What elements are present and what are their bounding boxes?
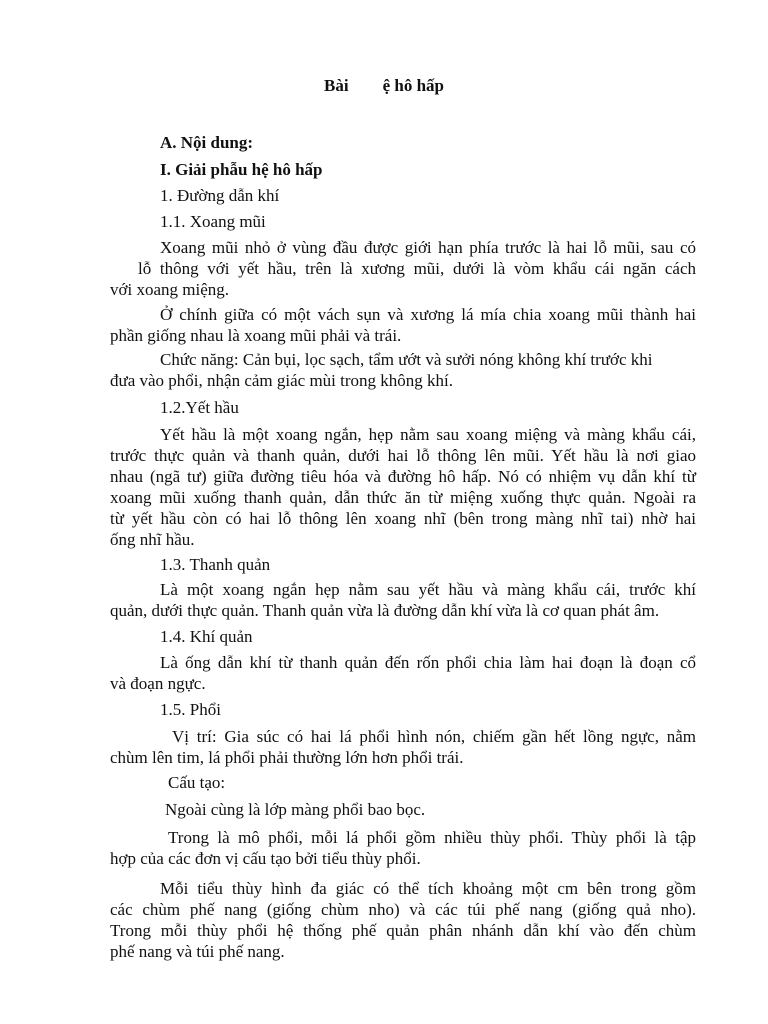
paragraph-7-line-2: chùm lên tim, lá phổi phải thường lớn hơn phổi trái.: [110, 748, 464, 767]
heading-1-3: 1.3. Thanh quản: [160, 555, 271, 574]
paragraph-2-line-1: Ở chính giữa có một vách sụn và xương lá mía chia xoang mũi thành hai: [160, 305, 696, 324]
paragraph-6-line-1: Là ống dẫn khí từ thanh quản đến rốn phổi chia làm hai đoạn là đoạn cổ: [160, 653, 696, 672]
heading-1-4: 1.4. Khí quản: [160, 627, 253, 646]
paragraph-5-line-2: quản, dưới thực quản. Thanh quản vừa là đường dẫn khí vừa là cơ quan phát âm.: [110, 601, 660, 620]
heading-1-1: 1.1. Xoang mũi: [160, 212, 266, 231]
paragraph-11-line-2: các chùm phế nang (giống chùm nho) và các túi phế nang (giống quả nho).: [110, 900, 696, 919]
paragraph-2-line-2: phần giống nhau là xoang mũi phải và trái.: [110, 326, 402, 345]
paragraph-4-line-5: từ yết hầu còn có hai lỗ thông lên xoang nhĩ (bên trong màng nhĩ tai) nhờ hai: [110, 509, 696, 528]
paragraph-10-line-1: Trong là mô phổi, mỗi lá phổi gồm nhiều thùy phổi. Thùy phổi là tập: [168, 828, 696, 847]
paragraph-5-line-1: Là một xoang ngắn hẹp nằm sau yết hầu và màng khẩu cái, trước khí: [160, 580, 696, 599]
heading-1-2: 1.2.Yết hầu: [160, 398, 239, 417]
paragraph-4-line-4: xoang mũi xuống thanh quản, dẫn thức ăn từ miệng xuống thực quản. Ngoài ra: [110, 488, 696, 507]
paragraph-11-line-1: Mỗi tiểu thùy hình đa giác có thể tích khoảng một cm bên trong gồm: [160, 879, 696, 898]
paragraph-4-line-2: trước thực quản và thanh quản, dưới hai lỗ thông lên mũi. Yết hầu là nơi giao: [110, 446, 696, 465]
paragraph-1-line-1: Xoang mũi nhỏ ở vùng đầu được giới hạn phía trước là hai lỗ mũi, sau có: [160, 238, 696, 257]
title-left: Bài: [324, 76, 349, 95]
paragraph-3-line-1: Chức năng: Cản bụi, lọc sạch, tẩm ướt và sưởi nóng không khí trước khi: [160, 350, 653, 369]
title-right: ệ hô hấp: [382, 76, 444, 95]
section-i-heading: I. Giải phẫu hệ hô hấp: [160, 160, 323, 179]
heading-1: 1. Đường dẫn khí: [160, 186, 280, 205]
paragraph-1-line-3: với xoang miệng.: [110, 280, 229, 299]
section-a-heading: A. Nội dung:: [160, 133, 254, 152]
paragraph-4-line-3: nhau (ngã tư) giữa đường tiêu hóa và đường hô hấp. Nó có nhiệm vụ dẫn khí từ: [110, 467, 696, 486]
page-title: [0, 76, 768, 96]
paragraph-4-line-6: ống nhĩ hầu.: [110, 530, 195, 549]
paragraph-3-line-2: đưa vào phổi, nhận cảm giác mùi trong không khí.: [110, 371, 454, 390]
paragraph-11-line-3: Trong mỗi thùy phổi hệ thống phế quản phân nhánh dẫn khí vào đến chùm: [110, 921, 696, 940]
paragraph-1-line-2: lỗ thông với yết hầu, trên là xương mũi, dưới là vòm khẩu cái ngăn cách: [138, 259, 696, 278]
heading-1-5: 1.5. Phổi: [160, 700, 221, 719]
paragraph-4-line-1: Yết hầu là một xoang ngắn, hẹp nằm sau xoang miệng và màng khẩu cái,: [160, 425, 696, 444]
paragraph-6-line-2: và đoạn ngực.: [110, 674, 206, 693]
paragraph-9: Ngoài cùng là lớp màng phổi bao bọc.: [165, 800, 426, 819]
paragraph-8: Cấu tạo:: [168, 773, 226, 792]
paragraph-10-line-2: hợp của các đơn vị cấu tạo bởi tiểu thùy phổi.: [110, 849, 421, 868]
paragraph-7-line-1: Vị trí: Gia súc có hai lá phổi hình nón, chiếm gần hết lồng ngực, nằm: [172, 727, 696, 746]
paragraph-11-line-4: phế nang và túi phế nang.: [110, 942, 285, 961]
